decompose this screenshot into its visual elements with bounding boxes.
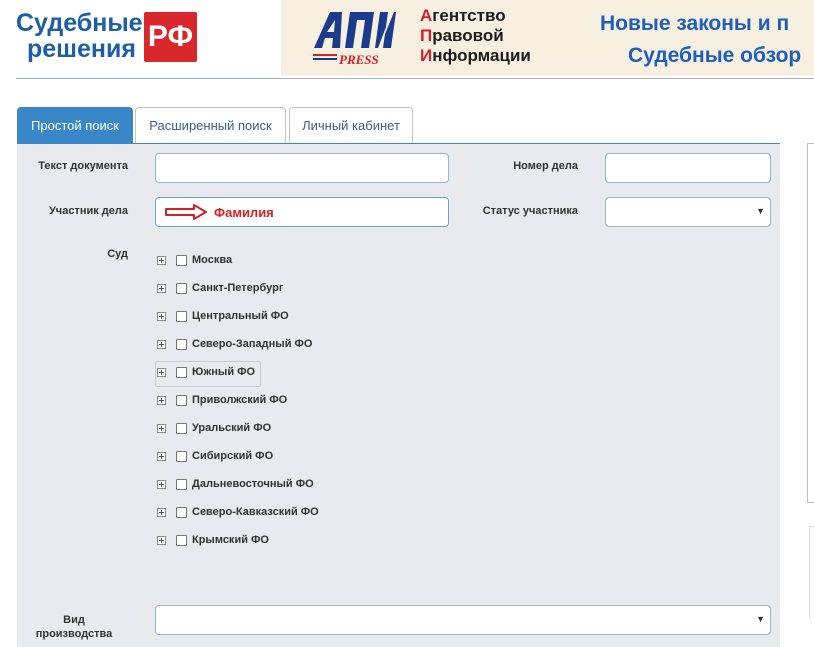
proceeding-label: Вид производства	[35, 614, 113, 640]
expand-plus-icon[interactable]	[157, 396, 166, 405]
api-flag-lines	[313, 54, 337, 62]
expand-plus-icon[interactable]	[157, 340, 166, 349]
participant-status-select[interactable]	[605, 197, 771, 227]
api-banner[interactable]	[281, 0, 814, 76]
doc-text-label: Текст документа	[38, 160, 128, 172]
tab-simple-search[interactable]: Простой поиск	[17, 107, 133, 143]
court-tree-item[interactable]: Москва	[157, 250, 232, 270]
news-text	[600, 8, 801, 72]
header-divider	[16, 78, 814, 79]
expand-plus-icon[interactable]	[157, 368, 166, 377]
logo-line1: Судебные	[16, 9, 143, 37]
expand-plus-icon[interactable]	[157, 480, 166, 489]
court-checkbox[interactable]	[176, 507, 187, 518]
logo-line2: решения	[27, 35, 136, 63]
tab-personal-account[interactable]: Личный кабинет	[289, 107, 413, 143]
court-tree-item[interactable]: Сибирский ФО	[157, 446, 273, 466]
expand-plus-icon[interactable]	[157, 284, 166, 293]
court-checkbox[interactable]	[176, 339, 187, 350]
logo-badge: РФ	[144, 12, 197, 62]
court-checkbox[interactable]	[176, 395, 187, 406]
court-checkbox[interactable]	[176, 311, 187, 322]
api-logo	[312, 10, 396, 55]
participant-status-label: Статус участника	[482, 205, 578, 217]
court-checkbox[interactable]	[176, 423, 187, 434]
participant-label: Участник дела	[48, 205, 128, 217]
expand-plus-icon[interactable]	[157, 424, 166, 433]
expand-plus-icon[interactable]	[157, 312, 166, 321]
site-logo[interactable]	[16, 10, 206, 66]
participant-hint: Фамилия	[164, 204, 274, 220]
court-tree-item[interactable]: Северо-Кавказский ФО	[157, 502, 319, 522]
doc-text-input[interactable]	[155, 153, 449, 183]
expand-plus-icon[interactable]	[157, 536, 166, 545]
court-checkbox[interactable]	[176, 283, 187, 294]
chevron-down-icon: ▼	[756, 614, 765, 624]
proceeding-type-select[interactable]	[155, 605, 771, 635]
court-tree-item[interactable]: Центральный ФО	[157, 306, 289, 326]
court-tree-item[interactable]: Дальневосточный ФО	[157, 474, 314, 494]
news-line2: Судебные обзор	[628, 44, 802, 67]
tab-advanced-search[interactable]: Расширенный поиск	[135, 107, 286, 143]
participant-input[interactable]	[155, 197, 449, 227]
case-number-label: Номер дела	[513, 160, 578, 172]
court-tree-item[interactable]: Северо-Западный ФО	[157, 334, 312, 354]
court-tree-item[interactable]: Южный ФО	[157, 362, 255, 382]
arrow-right-icon	[164, 204, 208, 220]
case-number-input[interactable]	[605, 153, 771, 183]
chevron-down-icon: ▼	[756, 206, 765, 216]
court-checkbox[interactable]	[176, 479, 187, 490]
court-tree-item[interactable]: Уральский ФО	[157, 418, 271, 438]
court-tree-item[interactable]: Крымский ФО	[157, 530, 269, 550]
api-press-text: PRESS	[339, 52, 379, 67]
agency-name: Агентство Правовой Информации	[420, 6, 531, 65]
court-checkbox[interactable]	[176, 367, 187, 378]
court-tree-item[interactable]: Санкт-Петербург	[157, 278, 283, 298]
side-panel	[807, 143, 814, 503]
side-panel-lower	[809, 526, 814, 618]
court-label: Суд	[107, 248, 128, 260]
expand-plus-icon[interactable]	[157, 508, 166, 517]
expand-plus-icon[interactable]	[157, 452, 166, 461]
court-checkbox[interactable]	[176, 255, 187, 266]
court-checkbox[interactable]	[176, 451, 187, 462]
expand-plus-icon[interactable]	[157, 256, 166, 265]
court-checkbox[interactable]	[176, 535, 187, 546]
court-tree-item[interactable]: Приволжский ФО	[157, 390, 287, 410]
news-line1: Новые законы и п	[600, 12, 790, 35]
